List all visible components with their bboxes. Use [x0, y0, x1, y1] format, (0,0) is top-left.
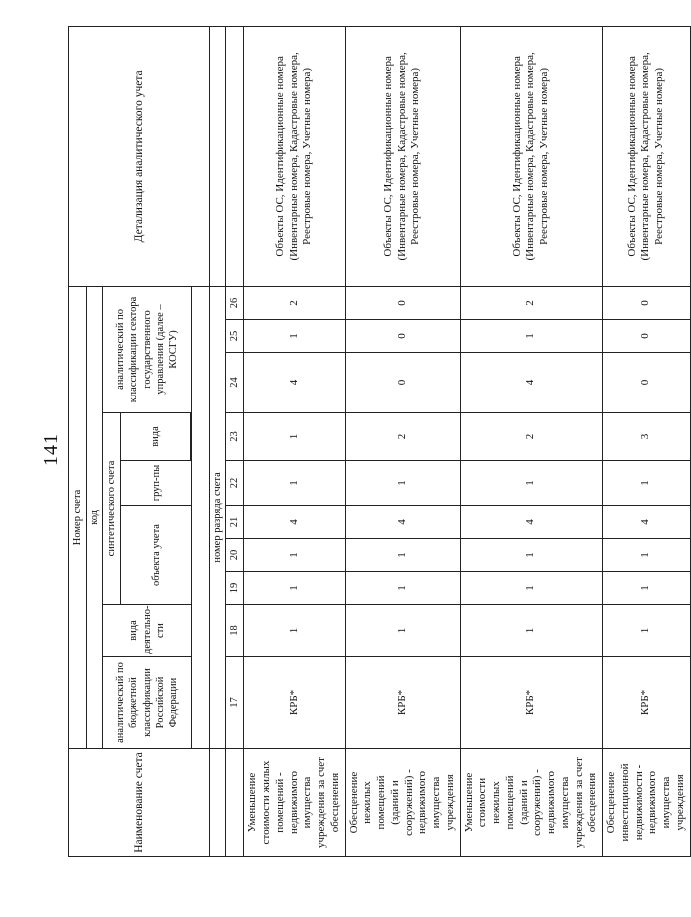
col-index-18: 18: [226, 605, 244, 657]
table-row: [244, 26, 345, 856]
cell-c24: 0: [345, 353, 460, 413]
cell-c26: 2: [244, 286, 345, 319]
cell-c22: 1: [345, 461, 460, 506]
row-account-name: Обесценение нежилых помещений (зданий и сооружений) - недвижимого имущества учреждения: [345, 749, 460, 857]
cell-c21: 4: [244, 506, 345, 539]
header-account-name: Наименование счета: [69, 749, 210, 857]
cell-c19: 1: [345, 572, 460, 605]
cell-c18: 1: [244, 605, 345, 657]
cell-c18: 1: [460, 605, 603, 657]
header-empty-left: [210, 749, 226, 857]
cell-c23: 2: [345, 413, 460, 461]
index-empty-right: [226, 26, 244, 286]
header-digit-number: номер разряда счета: [210, 286, 226, 748]
row-account-name: Обесценение инвестиционной недвижимости - недвижимого имущества учреждения: [603, 749, 691, 857]
cell-c20: 1: [244, 539, 345, 572]
cell-c26: 2: [460, 286, 603, 319]
page-number: 141: [40, 433, 62, 466]
cell-c18: 1: [603, 605, 691, 657]
cell-c17: КРБ*: [460, 657, 603, 749]
cell-c17: КРБ*: [345, 657, 460, 749]
row-account-name: Уменьшение стоимости жилых помещений - недвижимого имущества учреждения за счет обесценения: [244, 749, 345, 857]
cell-c25: 0: [603, 320, 691, 353]
header-kind: вида: [121, 413, 191, 461]
cell-c19: 1: [603, 572, 691, 605]
header-detail: Детализация аналитического учета: [69, 26, 210, 286]
table-row: [460, 26, 603, 856]
index-empty-left: [226, 749, 244, 857]
header-account-object: объекта учета: [121, 506, 192, 605]
cell-c24: 4: [460, 353, 603, 413]
table-row: [603, 26, 691, 856]
cell-c19: 1: [460, 572, 603, 605]
cell-c23: 3: [603, 413, 691, 461]
header-analytic-kosgu: аналитический по классификации сектора государственного управления (далее – КОСГУ): [103, 286, 192, 412]
header-group: груп-пы: [121, 461, 192, 506]
cell-c25: 0: [345, 320, 460, 353]
cell-c26: 0: [603, 286, 691, 319]
header-account-number: Номер счета: [69, 286, 87, 748]
header-code: код: [87, 286, 103, 748]
header-synthetic: синтетического счета: [103, 413, 121, 605]
col-index-21: 21: [226, 506, 244, 539]
cell-c21: 4: [345, 506, 460, 539]
cell-c22: 1: [603, 461, 691, 506]
row-detail: Объекты ОС, Идентификационные номера (Инвентарные номера, Кадастровые номера, Реестровые номера, Учетные номера): [345, 26, 460, 286]
header-activity-type: вида деятельно-сти: [103, 605, 192, 657]
cell-c24: 0: [603, 353, 691, 413]
rotated-table-container: [68, 27, 686, 857]
col-index-24: 24: [226, 353, 244, 413]
cell-c23: 2: [460, 413, 603, 461]
header-kind-spacer: [191, 413, 192, 461]
cell-c20: 1: [603, 539, 691, 572]
cell-c22: 1: [244, 461, 345, 506]
row-detail: Объекты ОС, Идентификационные номера (Инвентарные номера, Кадастровые номера, Реестровые номера, Учетные номера): [244, 26, 345, 286]
cell-c21: 4: [460, 506, 603, 539]
cell-c22: 1: [460, 461, 603, 506]
col-index-23: 23: [226, 413, 244, 461]
col-index-17: 17: [226, 657, 244, 749]
row-account-name: Уменьшение стоимости нежилых помещений (зданий и сооружений) - недвижимого имущества учреждения за счет обесценения: [460, 749, 603, 857]
accounts-table: [68, 26, 691, 857]
row-detail: Объекты ОС, Идентификационные номера (Инвентарные номера, Кадастровые номера, Реестровые номера, Учетные номера): [603, 26, 691, 286]
col-index-19: 19: [226, 572, 244, 605]
cell-c17: КРБ*: [603, 657, 691, 749]
cell-c20: 1: [345, 539, 460, 572]
cell-c21: 4: [603, 506, 691, 539]
table-row: [345, 26, 460, 856]
col-index-25: 25: [226, 320, 244, 353]
col-index-20: 20: [226, 539, 244, 572]
cell-c19: 1: [244, 572, 345, 605]
cell-c23: 1: [244, 413, 345, 461]
cell-c24: 4: [244, 353, 345, 413]
cell-c18: 1: [345, 605, 460, 657]
cell-c25: 1: [244, 320, 345, 353]
header-empty-right: [210, 26, 226, 286]
header-analytic-budget: аналитический по бюджетной классификации Российской Федерации: [103, 657, 192, 749]
cell-c26: 0: [345, 286, 460, 319]
cell-c17: КРБ*: [244, 657, 345, 749]
cell-c25: 1: [460, 320, 603, 353]
col-index-26: 26: [226, 286, 244, 319]
row-detail: Объекты ОС, Идентификационные номера (Инвентарные номера, Кадастровые номера, Реестровые номера, Учетные номера): [460, 26, 603, 286]
cell-c20: 1: [460, 539, 603, 572]
col-index-22: 22: [226, 461, 244, 506]
